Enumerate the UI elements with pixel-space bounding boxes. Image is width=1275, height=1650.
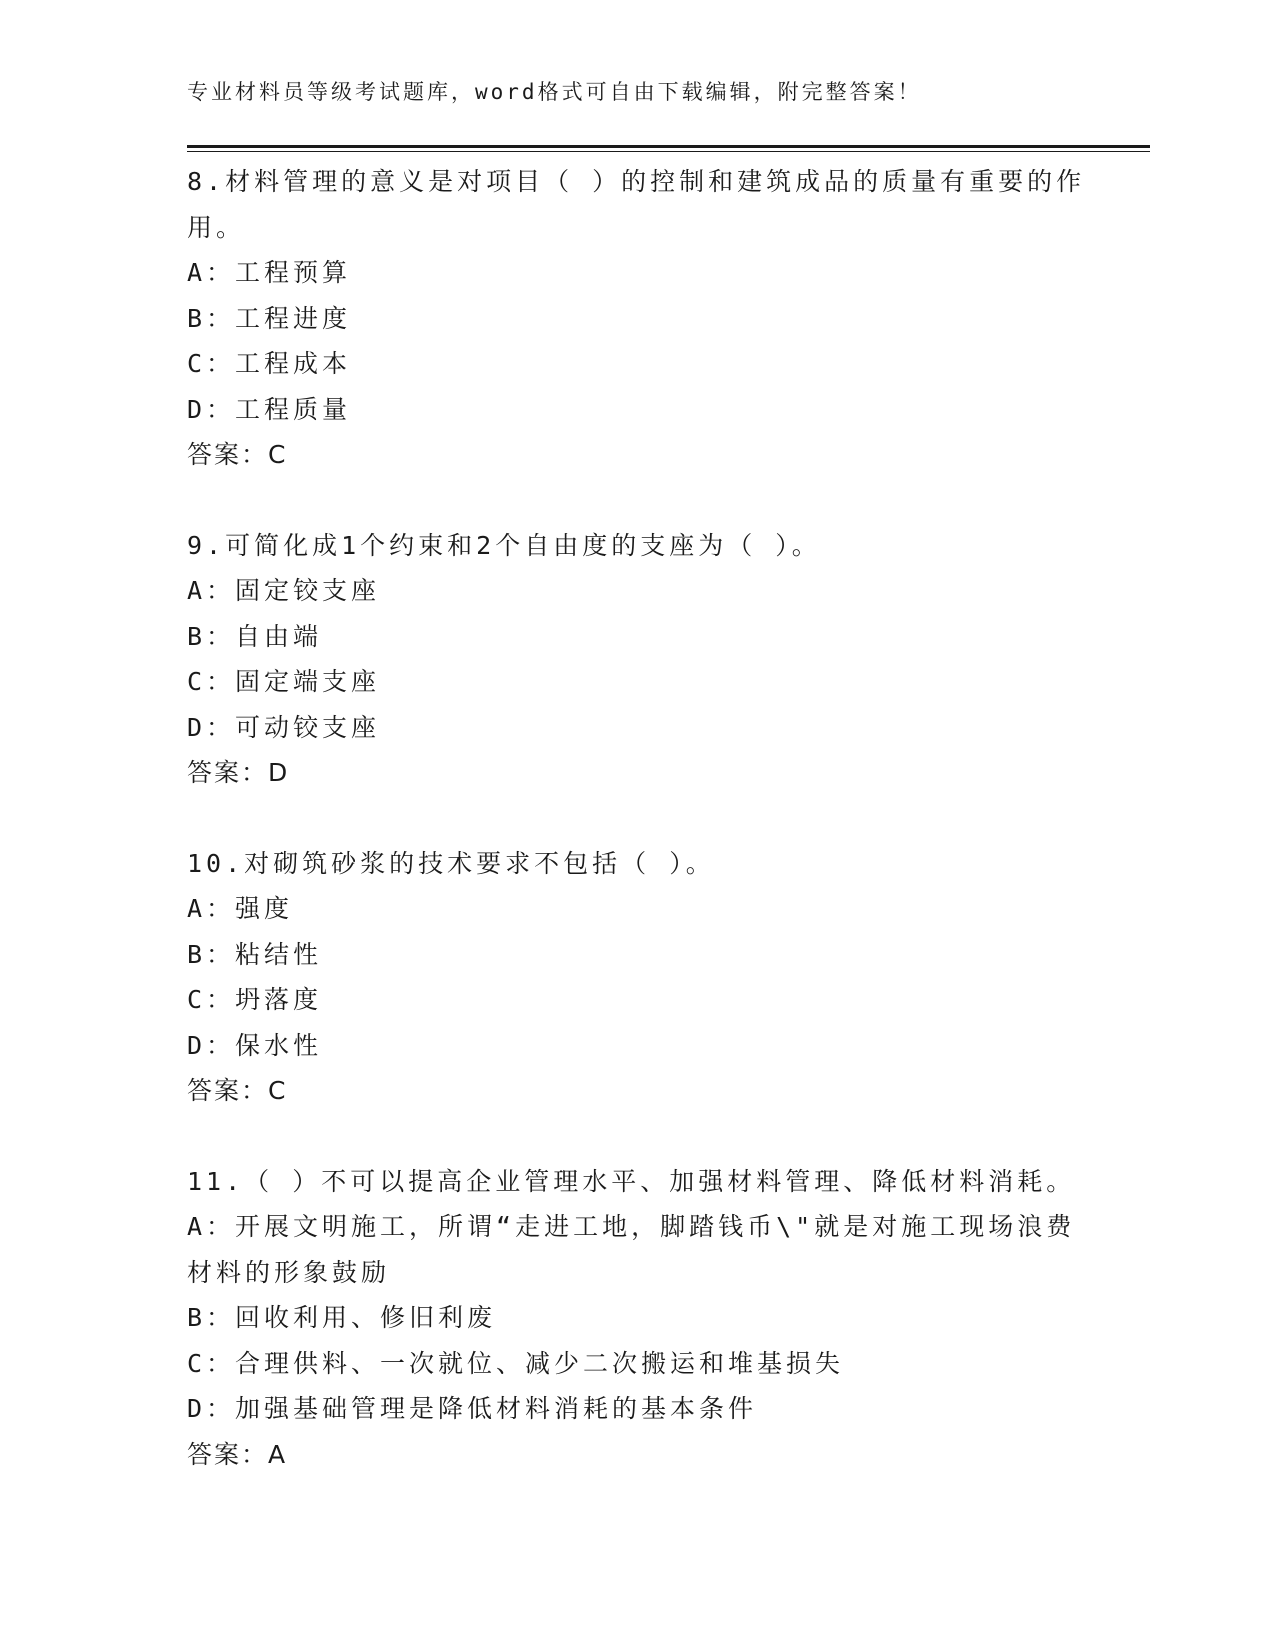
question-stem: 8.材料管理的意义是对项目（ ）的控制和建筑成品的质量有重要的作 <box>187 167 1086 196</box>
spacer <box>187 1114 1087 1159</box>
question-stem: 11.（ ）不可以提高企业管理水平、加强材料管理、降低材料消耗。 <box>187 1166 1076 1196</box>
header-rule-thin <box>187 151 1150 152</box>
answer: 答案：C <box>187 440 288 469</box>
option-d: D：工程质量 <box>187 394 352 424</box>
question-list <box>187 159 1087 1477</box>
option-d: D：保水性 <box>187 1030 323 1060</box>
option-c: C：坍落度 <box>187 985 323 1014</box>
spacer <box>187 796 1087 841</box>
option-d: D：可动铰支座 <box>187 712 381 742</box>
question-10 <box>187 841 1087 1114</box>
option-a: A：开展文明施工，所谓“走进工地，脚踏钱币\"就是对施工现场浪费 <box>187 1212 1076 1241</box>
option-b: B：工程进度 <box>187 303 352 333</box>
option-a: A：固定铰支座 <box>187 576 381 605</box>
option-a-continuation: 材料的形象鼓励 <box>187 1257 391 1287</box>
option-a: A：工程预算 <box>187 258 352 287</box>
header-rule-thick <box>187 145 1150 148</box>
option-b: B：回收利用、修旧利废 <box>187 1303 497 1332</box>
answer: 答案：A <box>187 1439 288 1469</box>
option-b: B：自由端 <box>187 621 323 651</box>
answer: 答案：C <box>187 1076 288 1105</box>
question-11 <box>187 1159 1087 1478</box>
option-b: B：粘结性 <box>187 939 323 969</box>
question-8 <box>187 159 1087 478</box>
answer: 答案：D <box>187 758 290 787</box>
question-stem: 10.对砌筑砂浆的技术要求不包括（ ）。 <box>187 848 715 878</box>
option-d: D：加强基础管理是降低材料消耗的基本条件 <box>187 1394 758 1423</box>
option-a: A：强度 <box>187 894 294 923</box>
option-c: C：工程成本 <box>187 349 352 378</box>
spacer <box>187 478 1087 523</box>
question-stem: 9.可简化成1个约束和2个自由度的支座为（ ）。 <box>187 530 821 560</box>
page-header: 专业材料员等级考试题库，word格式可自由下载编辑，附完整答案！ <box>187 80 922 104</box>
question-stem-continuation: 用。 <box>187 212 246 242</box>
option-c: C：固定端支座 <box>187 667 381 696</box>
question-9 <box>187 523 1087 796</box>
option-c: C：合理供料、一次就位、减少二次搬运和堆基损失 <box>187 1348 845 1378</box>
